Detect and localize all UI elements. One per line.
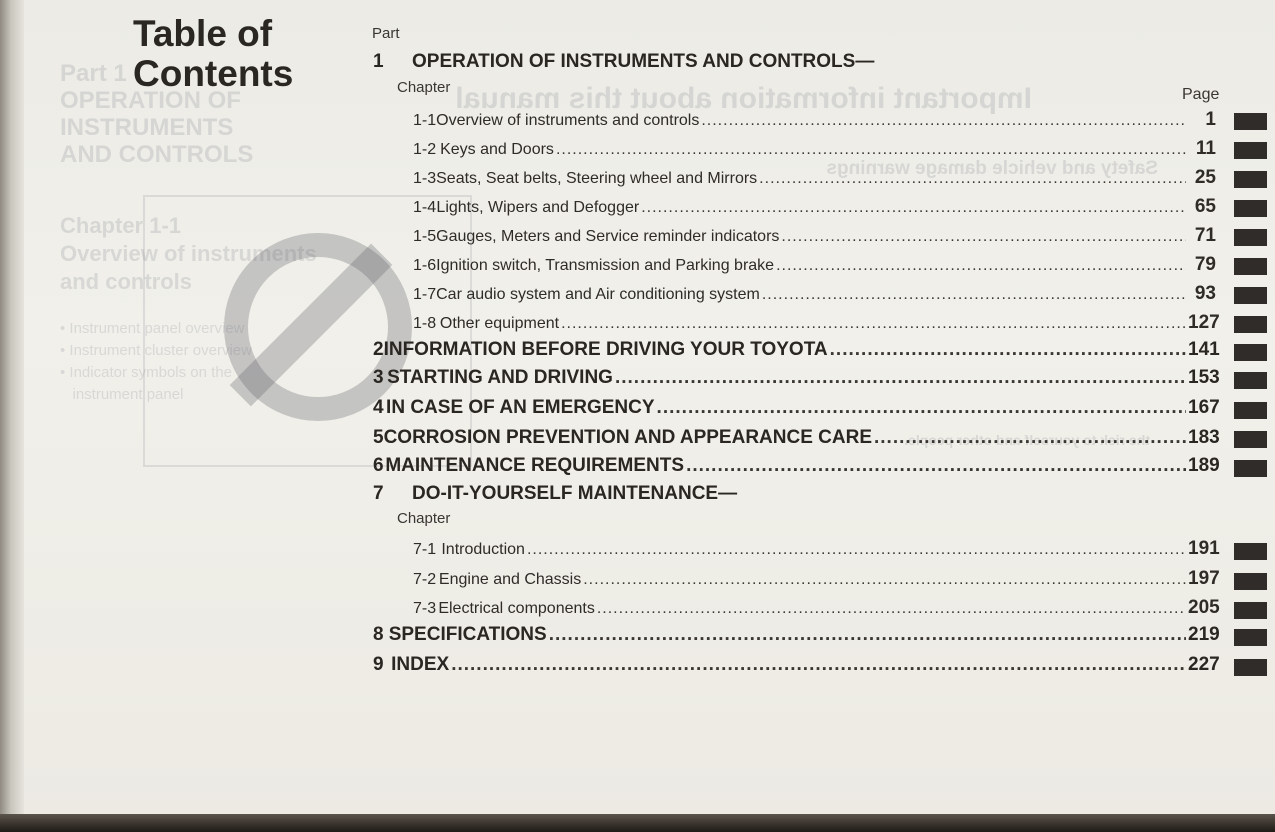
chapter-title: Other equipment bbox=[439, 315, 560, 332]
toc-entry-chapter-1-7[interactable] bbox=[413, 283, 1216, 305]
dot-leader bbox=[527, 541, 1186, 559]
page-number: 191 bbox=[1188, 538, 1220, 559]
edge-tab-marker bbox=[1234, 142, 1267, 159]
toc-entry-part-9[interactable] bbox=[373, 654, 1220, 676]
edge-tab-marker bbox=[1234, 602, 1267, 619]
part-number: 1 bbox=[373, 51, 384, 72]
chapter-number: 1-1 bbox=[413, 112, 437, 129]
page-number: 65 bbox=[1194, 196, 1216, 217]
dot-leader bbox=[762, 286, 1186, 304]
part-number: 5 bbox=[373, 427, 384, 448]
chapter-number: 1-8 bbox=[413, 315, 437, 332]
page-number: 25 bbox=[1194, 167, 1216, 188]
toc-entry-part-4[interactable] bbox=[373, 397, 1220, 419]
edge-tab-marker bbox=[1234, 543, 1267, 560]
toc-entry-chapter-7-3[interactable] bbox=[413, 597, 1220, 619]
page-title bbox=[133, 14, 293, 94]
chapter-column-label: Chapter bbox=[397, 510, 451, 527]
page-number: 189 bbox=[1188, 455, 1220, 476]
dot-leader bbox=[561, 315, 1186, 333]
part-title: INDEX bbox=[391, 654, 450, 675]
page-number: 219 bbox=[1188, 624, 1220, 645]
dot-leader bbox=[701, 112, 1186, 130]
chapter-title: Seats, Seat belts, Steering wheel and Mirrors bbox=[436, 170, 758, 187]
page-number: 205 bbox=[1188, 597, 1220, 618]
title-line-2: Contents bbox=[133, 53, 294, 94]
dot-leader bbox=[556, 141, 1186, 159]
dot-leader bbox=[830, 339, 1186, 361]
part-number: 2 bbox=[373, 339, 384, 360]
page-number: 11 bbox=[1195, 138, 1216, 159]
dot-leader bbox=[597, 600, 1186, 618]
dot-leader bbox=[451, 654, 1186, 676]
chapter-title: Electrical components bbox=[438, 600, 595, 617]
toc-entry-chapter-1-4[interactable] bbox=[413, 196, 1216, 218]
toc-entry-chapter-7-2[interactable] bbox=[413, 568, 1220, 590]
ghost-text: Important information about this manual bbox=[455, 82, 1032, 115]
part-title: IN CASE OF AN EMERGENCY bbox=[386, 397, 655, 418]
chapter-title: Car audio system and Air conditioning system bbox=[436, 286, 760, 303]
dot-leader bbox=[615, 367, 1186, 389]
part-7-heading[interactable] bbox=[373, 483, 737, 505]
page-number: 71 bbox=[1194, 225, 1216, 246]
chapter-number: 7-3 bbox=[413, 600, 437, 617]
chapter-number: 7-1 bbox=[413, 541, 437, 558]
page-number: 127 bbox=[1188, 312, 1220, 333]
part-column-label: Part bbox=[372, 25, 400, 42]
edge-tab-marker bbox=[1234, 344, 1267, 361]
part-title: CORROSION PREVENTION AND APPEARANCE CARE bbox=[383, 427, 872, 448]
page-number: 197 bbox=[1188, 568, 1220, 589]
edge-tab-marker bbox=[1234, 229, 1267, 246]
ghost-text: Chapter 1-1 Overview of instruments and controls bbox=[60, 213, 317, 294]
chapter-title: Overview of instruments and controls bbox=[436, 112, 700, 129]
ghost-text: • Instrument panel overview • Instrument cluster overview • Indicator symbols on the instrument panel bbox=[60, 320, 252, 403]
edge-tab-marker bbox=[1234, 402, 1267, 419]
chapter-number: 1-7 bbox=[413, 286, 437, 303]
chapter-title: Engine and Chassis bbox=[438, 571, 582, 588]
chapter-number: 1-3 bbox=[413, 170, 437, 187]
page-column-label: Page bbox=[1182, 86, 1220, 103]
edge-tab-marker bbox=[1234, 258, 1267, 275]
page-number: 79 bbox=[1194, 254, 1216, 275]
toc-entry-chapter-1-2[interactable] bbox=[413, 138, 1216, 160]
ghost-text: Safety and vehicle damage warnings bbox=[826, 158, 1158, 179]
page-number: 93 bbox=[1194, 283, 1216, 304]
chapter-title: Keys and Doors bbox=[440, 141, 554, 158]
dot-leader bbox=[686, 455, 1186, 477]
chapter-number: 1-2 bbox=[413, 141, 437, 158]
toc-entry-chapter-1-6[interactable] bbox=[413, 254, 1216, 276]
book-spine-shadow bbox=[0, 0, 24, 822]
part-1-heading[interactable] bbox=[373, 51, 874, 73]
dot-leader bbox=[583, 571, 1186, 589]
toc-entry-part-6[interactable] bbox=[373, 455, 1220, 477]
chapter-title: Ignition switch, Transmission and Parking brake bbox=[436, 257, 775, 274]
part-title: STARTING AND DRIVING bbox=[387, 367, 613, 388]
page-number: 1 bbox=[1205, 109, 1216, 130]
toc-entry-chapter-1-3[interactable] bbox=[413, 167, 1216, 189]
edge-tab-marker bbox=[1234, 200, 1267, 217]
part-title: OPERATION OF INSTRUMENTS AND CONTROLS— bbox=[412, 51, 875, 72]
dot-leader bbox=[759, 170, 1186, 188]
page-number: 167 bbox=[1188, 397, 1220, 418]
part-number: 3 bbox=[373, 367, 384, 388]
edge-tab-marker bbox=[1234, 431, 1267, 448]
part-title: SPECIFICATIONS bbox=[388, 624, 547, 645]
part-title: INFORMATION BEFORE DRIVING YOUR TOYOTA bbox=[383, 339, 828, 360]
edge-tab-marker bbox=[1234, 171, 1267, 188]
edge-tab-marker bbox=[1234, 629, 1267, 646]
toc-entry-part-3[interactable] bbox=[373, 367, 1220, 389]
toc-entry-part-2[interactable] bbox=[373, 339, 1220, 361]
part-number: 8 bbox=[373, 624, 384, 645]
dot-leader bbox=[781, 228, 1186, 246]
dot-leader bbox=[776, 257, 1186, 275]
toc-entry-part-5[interactable] bbox=[373, 427, 1220, 449]
part-number: 4 bbox=[373, 397, 384, 418]
dot-leader bbox=[657, 397, 1186, 419]
edge-tab-marker bbox=[1234, 316, 1267, 333]
toc-entry-chapter-7-1[interactable] bbox=[413, 538, 1220, 560]
toc-entry-chapter-1-8[interactable] bbox=[413, 312, 1220, 334]
chapter-number: 1-6 bbox=[413, 257, 437, 274]
page-number: 183 bbox=[1188, 427, 1220, 448]
toc-entry-chapter-1-5[interactable] bbox=[413, 225, 1216, 247]
chapter-title: Gauges, Meters and Service reminder indicators bbox=[436, 228, 780, 245]
chapter-title: Introduction bbox=[441, 541, 525, 558]
toc-entry-part-8[interactable] bbox=[373, 624, 1220, 646]
part-title: DO-IT-YOURSELF MAINTENANCE— bbox=[412, 483, 738, 504]
toc-entry-chapter-1-1[interactable] bbox=[413, 109, 1216, 131]
dot-leader bbox=[549, 624, 1186, 646]
edge-tab-marker bbox=[1234, 372, 1267, 389]
page-number: 227 bbox=[1188, 654, 1220, 675]
page-number: 153 bbox=[1188, 367, 1220, 388]
page-bottom-edge bbox=[0, 814, 1275, 832]
chapter-title: Lights, Wipers and Defogger bbox=[436, 199, 640, 216]
ghost-text: Part 1 OPERATION OF INSTRUMENTS AND CONTROLS bbox=[60, 60, 254, 168]
edge-tab-marker bbox=[1234, 573, 1267, 590]
ghost-text: the risk to yourself and other people. bbox=[904, 432, 1150, 448]
edge-tab-marker bbox=[1234, 460, 1267, 477]
title-line-1: Table of bbox=[133, 13, 273, 54]
part-number: 6 bbox=[373, 455, 384, 476]
edge-tab-marker bbox=[1234, 659, 1267, 676]
chapter-column-label: Chapter bbox=[397, 79, 451, 96]
dot-leader bbox=[641, 199, 1186, 217]
chapter-number: 1-5 bbox=[413, 228, 437, 245]
edge-tab-marker bbox=[1234, 287, 1267, 304]
part-number: 9 bbox=[373, 654, 384, 675]
chapter-number: 1-4 bbox=[413, 199, 437, 216]
edge-tab-marker bbox=[1234, 113, 1267, 130]
page-number: 141 bbox=[1188, 339, 1220, 360]
dot-leader bbox=[874, 427, 1186, 449]
chapter-number: 7-2 bbox=[413, 571, 437, 588]
part-title: MAINTENANCE REQUIREMENTS bbox=[385, 455, 685, 476]
part-number: 7 bbox=[373, 483, 384, 504]
